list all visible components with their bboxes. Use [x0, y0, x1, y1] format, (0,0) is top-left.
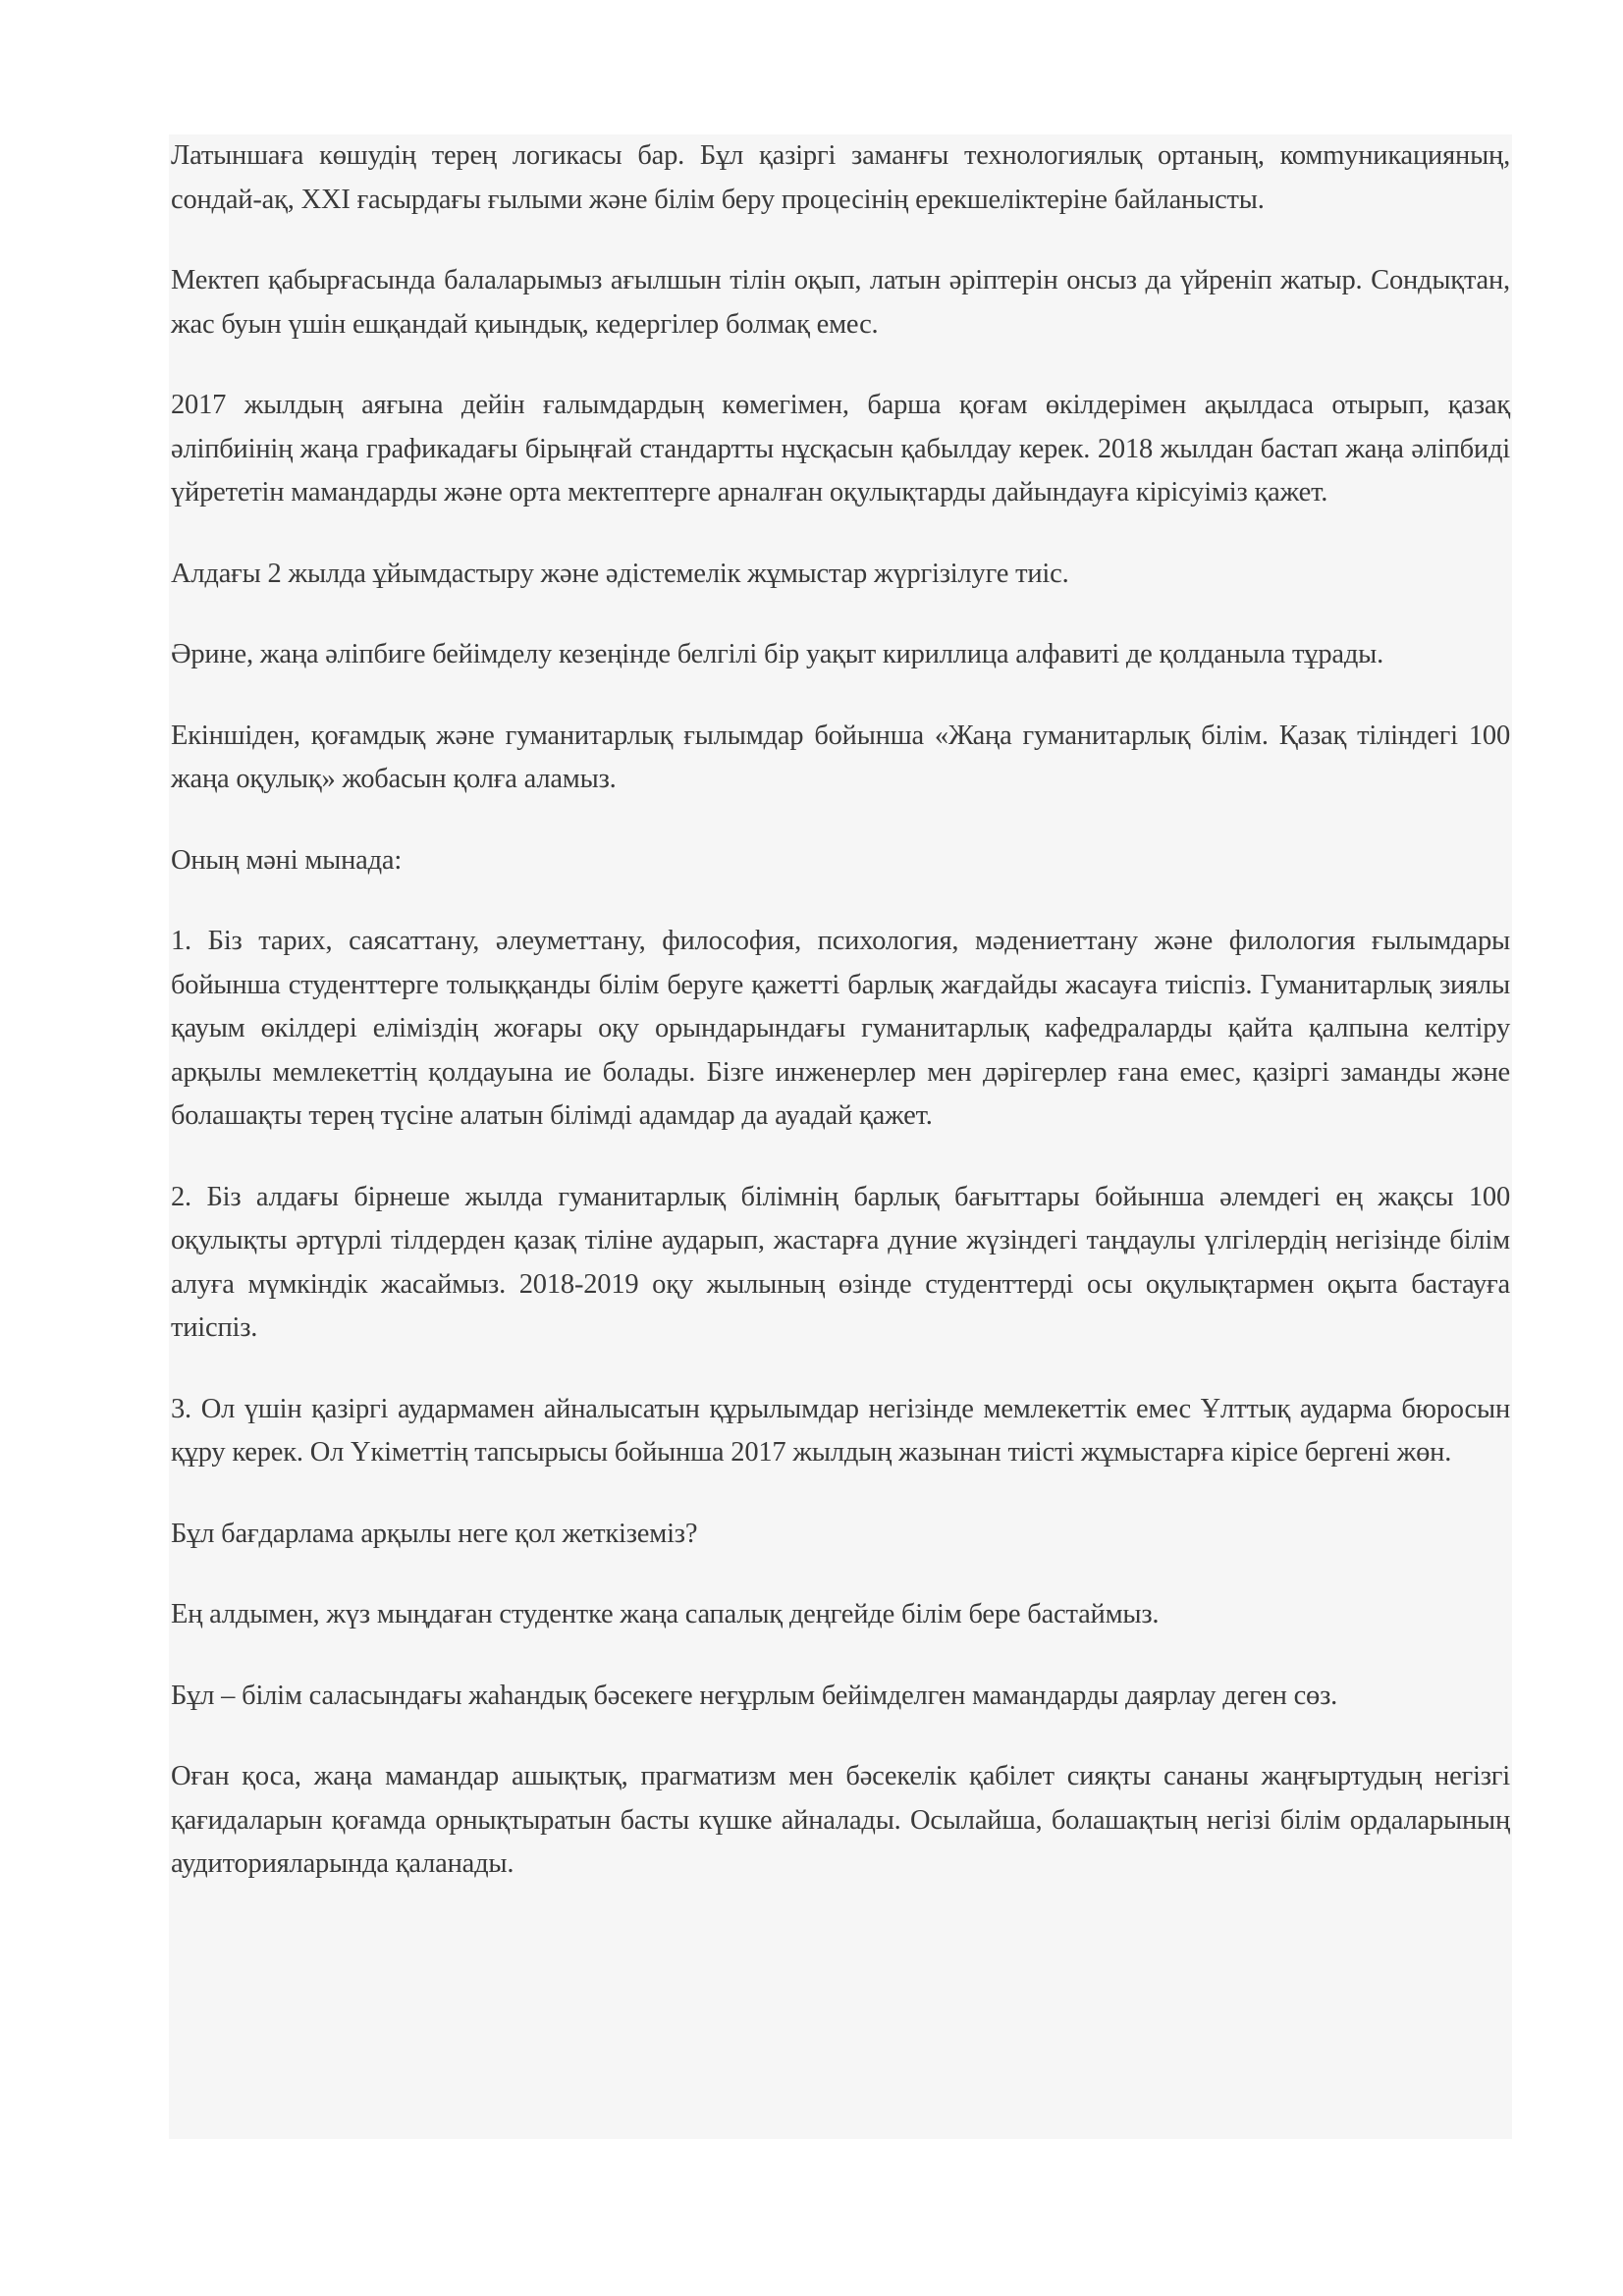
paragraph-global-competition: Бұл – білім саласындағы жаһандық бәсекеге неғұрлым бейімделген мамандарды даярлау деген сөз.: [171, 1680, 1338, 1711]
paragraph-latin-transition: Латыншаға көшудің терең логикасы бар. Бұл қазіргі заманғы технологиялық ортаның, комmуникацияның, сондай-ақ, XXI ғасырдағы ғылыми және білім беру процесінің ерекшеліктеріне байланысты.: [171, 140, 1510, 215]
list-item-3: 3. Ол үшін қазіргі аудармамен айналысатын құрылымдар негізінде мемлекеттік емес Ұлттық аударма бюросын құру керек. Ол Үкіметтің тапсырысы бойынша 2017 жылдың жазынан тиісті жұмыстарға кірісе бергені жөн.: [171, 1393, 1510, 1468]
paragraph-students-quality: Ең алдымен, жүз мыңдаған студентке жаңа сапалық деңгейде білім бере бастаймыз.: [171, 1599, 1160, 1629]
list-item-2: 2. Біз алдағы бірнеше жылда гуманитарлық білімнің барлық бағыттары бойынша әлемдегі ең жақсы 100 оқулықты әртүрлі тілдерден қазақ тіліне аударып, жастарға дүние жүзіндегі таңдаулы үлгілердің негізінде білім алуға мүмкіндік жасаймыз. 2018-2019 оқу жылының өзінде студенттерді осы оқулықтармен оқыта бастауға тиіспіз.: [171, 1181, 1510, 1343]
paragraph-alphabet-standard: 2017 жылдың аяғына дейін ғалымдардың көмегімен, барша қоғам өкілдерімен ақылдаса отырып, қазақ әліпбиінің жаңа графикадағы бірыңғай стандартты нұсқасын қабылдау керек. 2018 жылдан бастап жаңа әліпбиді үйрететін мамандарды және орта мектептерге арналған оқулықтарды дайындауға кірісуіміз қажет.: [171, 390, 1510, 507]
paragraph-organizational-work: Алдағы 2 жылда ұйымдастыру және әдістемелік жұмыстар жүргізілуге тиіс.: [171, 558, 1069, 589]
paragraph-cyrillic-usage: Әрине, жаңа әліпбиге бейімделу кезеңінде белгілі бір уақыт кириллица алфавиті де қолданыла тұрады.: [171, 639, 1384, 669]
paragraph-humanitarian-project: Екіншіден, қоғамдық және гуманитарлық ғылымдар бойынша «Жаңа гуманитарлық білім. Қазақ тіліндегі 100 жаңа оқулық» жобасын қолға аламыз.: [171, 720, 1510, 794]
paragraph-meaning-intro: Оның мәні мынада:: [171, 844, 403, 876]
document-body: [171, 134, 1510, 1924]
paragraph-school-children: Мектеп қабырғасында балаларымыз ағылшын тілін оқып, латын әріптерін онсыз да үйреніп жатыр. Сондықтан, жас буын үшін ешқандай қиындық, кедергілер болмақ емес.: [171, 265, 1510, 340]
paragraph-new-specialists: Оған қоса, жаңа мамандар ашықтық, прагматизм мен бәсекелік қабілет сияқты сананы жаңғыртудың негізгі қағидаларын қоғамда орнықтыратын басты күшке айналады. Осылайша, болашақтың негізі білім ордаларының аудиторияларында қаланады.: [171, 1761, 1510, 1879]
paragraph-question: Бұл бағдарлама арқылы неге қол жеткіземіз?: [171, 1518, 698, 1549]
list-item-1: 1. Біз тарих, саясаттану, әлеуметтану, философия, психология, мәдениеттану және филология ғылымдары бойынша студенттерге толыққанды білім беруге қажетті барлық жағдайды жасауға тиіспіз. Гуманитарлық зиялы қауым өкілдері еліміздің жоғары оқу орындарындағы гуманитарлық кафедраларды қайта қалпына келтіру арқылы мемлекеттің қолдауына ие болады. Бізге инженерлер мен дәрігерлер ғана емес, қазіргі заманды және болашақты терең түсіне алатын білімді адамдар да ауадай қажет.: [171, 926, 1510, 1131]
